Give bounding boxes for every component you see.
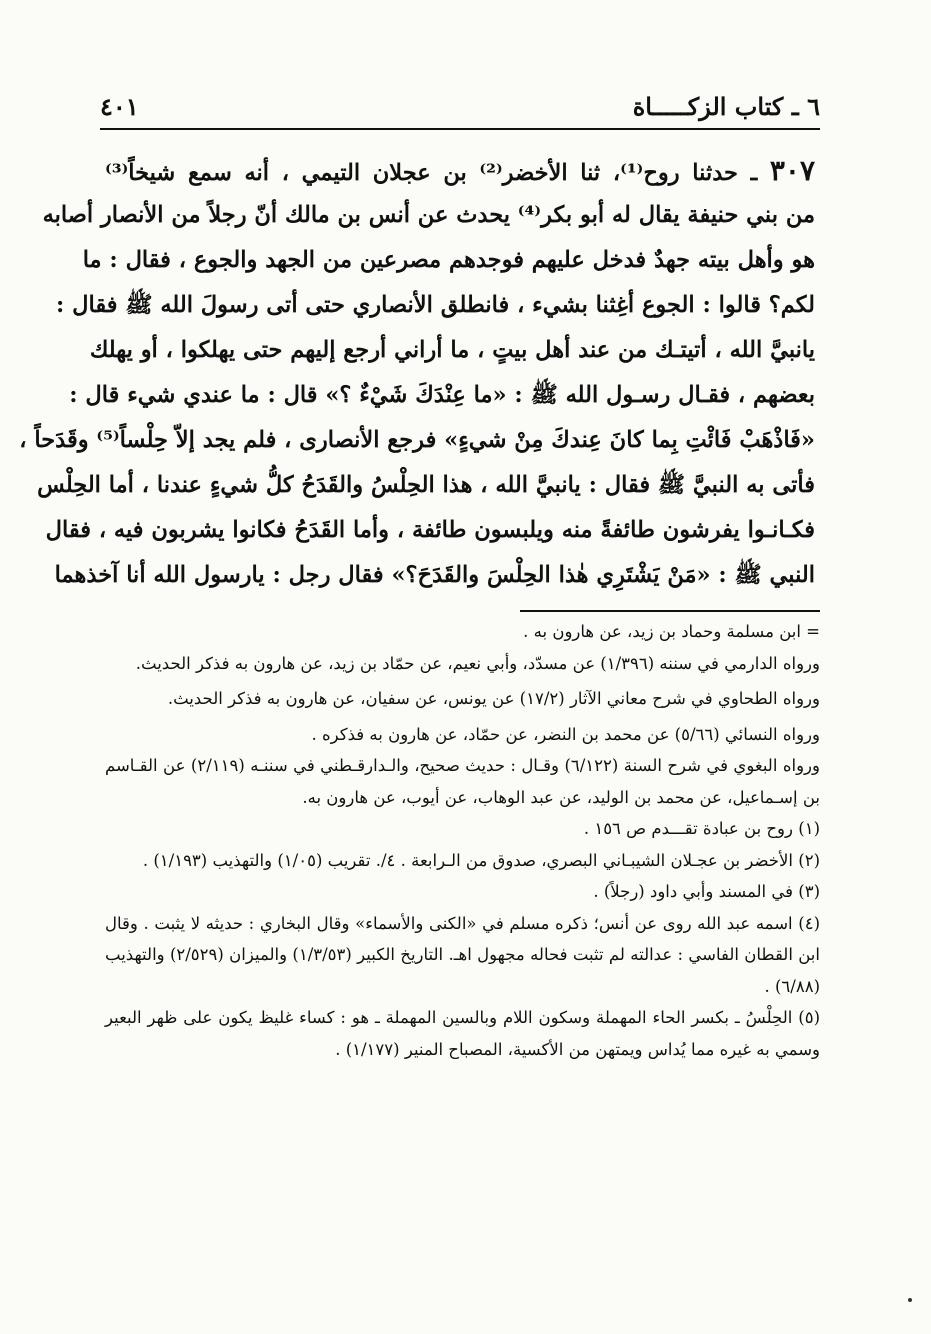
footnote-line: ورواه الطحاوي في شرح معاني الآثار (١٧/٢) عن يونس، عن سفيان، عن هارون به فذكر الحديث. — [167, 689, 820, 708]
footnote-1: (١) روح بن عبادة تقـــدم ص ١٥٦ . — [583, 819, 820, 838]
page-mark — [908, 1298, 912, 1302]
hadith-line: من بني حنيفة يقال له أبو بكر⁽⁴⁾ يحدث عن أنس بن مالك أنّ رجلاً من الأنصار أصابه — [42, 202, 815, 228]
hadith-number: ٣٠٧ — [769, 154, 815, 187]
hadith-line: فكـانـوا يفرشون طائفةً منه ويلبسون طائفة ، وأما القَدَحُ فكانوا يشربون فيه ، فقال — [45, 517, 815, 543]
footnote-separator — [520, 610, 820, 612]
chapter-title: ٦ ـ كتاب الزكـــــاة — [632, 91, 820, 121]
footnote-3: (٣) في المسند وأبي داود (رجلاً) . — [593, 882, 820, 901]
hadith-line: النبي ﷺ : «مَنْ يَشْتَرِي هٰذا الحِلْسَ والقَدَحَ؟» فقال رجل : يارسول الله أنا آخذهما — [54, 562, 815, 588]
header-rule — [100, 128, 820, 130]
hadith-line: هو وأهل بيته جهدٌ فدخل عليهم فوجدهم مصرعين من الجهد والجوع ، فقال : ما — [82, 247, 815, 273]
hadith-line: «فَاذْهَبْ فَائْتِ بِما كانَ عِندكَ مِنْ شيءٍ» فرجع الأنصارى ، فلم يجد إلاّ حِلْساً⁽⁵⁾ وقَدَحاً ، — [19, 427, 815, 453]
hadith-line-1: ٣٠٧ ـ حدثنا روح⁽¹⁾، ثنا الأخضر⁽²⁾ بن عجلان التيمي ، أنه سمع شيخاً⁽³⁾ — [105, 154, 815, 187]
footnote-2: (٢) الأخضر بن عجـلان الشيبـاني البصري، صدوق من الـرابعة . ٤/. تقريب (١/٠٥) والتهذيب (١/١٩٣) . — [142, 850, 820, 870]
hadith-line: لكم؟ قالوا : الجوع أغِثنا بشيء ، فانطلق الأنصاري حتى أتى رسولَ الله ﷺ فقال : — [56, 292, 815, 318]
footnote-line: ورواه الدارمي في سننه (١/٣٩٦) عن مسدّد، وأبي نعيم، عن حمّاد بن زيد، عن هارون به فذكر الحديث. — [135, 653, 820, 673]
footnote-line: ورواه النسائي (٥/٦٦) عن محمد بن النضر، عن حمّاد، عن هارون به فذكره . — [311, 724, 820, 744]
footnote-4: (٤) اسمه عبد الله روى عن أنس؛ ذكره مسلم في «الكنى والأسماء» وقال البخاري : حديثه لا يثبت . وقال ابن القطان الفاسي : عدالته لم تثبت فحاله مجهول اهـ. التاريخ الكبير (١/٣/٥٣) والميزان (٢/٥٢٩) والتهذيب (٦/٨٨) . — [105, 913, 820, 996]
running-header — [100, 88, 820, 124]
hadith-line: بعضهم ، فقـال رسـول الله ﷺ : «ما عِنْدَكَ شَيْءٌ ؟» قال : ما عندي شيء قال : — [69, 382, 815, 408]
hadith-line: يانبيَّ الله ، أتيتـك من عند أهل بيتٍ ، ما أراني أرجع إليهم حتى يهلكوا ، أو يهلك — [89, 337, 815, 363]
footnote-line: ورواه البغوي في شرح السنة (٦/١٢٢) وقـال : حديث صحيح، والـدارقـطني في سننـه (٢/١١٩) عن القـاسم بن إسـماعيل، عن محمد بن الوليد، عن عبد الوهاب، عن أيوب، عن هارون به. — [105, 756, 820, 807]
footnotes — [105, 616, 820, 1065]
page-number: ٤٠١ — [100, 91, 139, 121]
hadith-line: فأتى به النبيَّ ﷺ فقال : يانبيَّ الله ، هذا الحِلْسُ والقَدَحُ كلُّ شيءٍ عندنا ، أما الحِلْس — [37, 472, 815, 498]
footnote-5: (٥) الحِلْسُ ـ بكسر الحاء المهملة وسكون اللام وبالسين المهملة ـ هو : كساء غليظ يكون على ظهر البعير وسمي به غيره مما يُداس ويمتهن من الأكسية، المصباح المنير (١/١٧٧) . — [105, 1008, 820, 1059]
footnote-continuation: = ابن مسلمة وحماد بن زيد، عن هارون به . — [523, 622, 820, 641]
hadith-text — [19, 148, 815, 598]
